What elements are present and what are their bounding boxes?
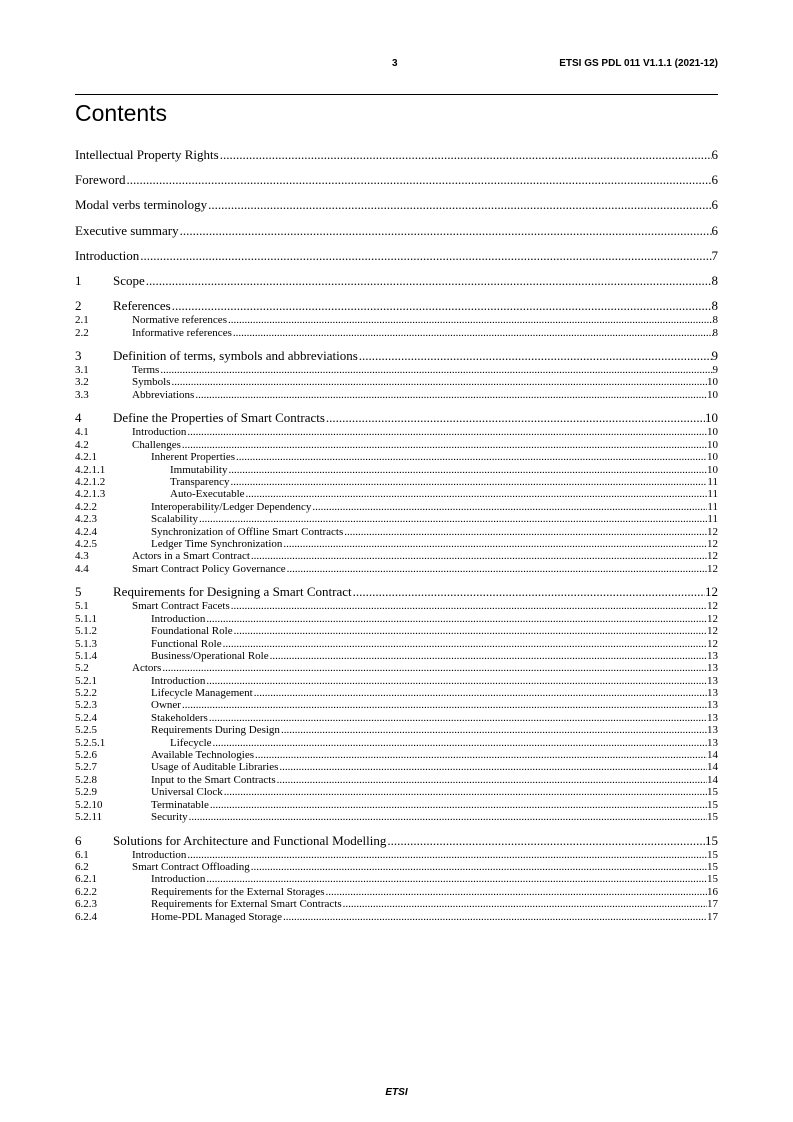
toc-entry-number: 5.2.2	[75, 687, 97, 700]
toc-dot-leader	[280, 724, 707, 736]
page-number: 3	[392, 58, 398, 69]
toc-entry-page: 16	[707, 885, 718, 898]
toc-entry-title: Foundational Role	[151, 625, 233, 638]
toc-entry-number: 5.2.1	[75, 674, 97, 687]
toc-entry[interactable]	[75, 584, 718, 600]
toc-entry[interactable]	[75, 223, 718, 239]
toc-entry[interactable]	[75, 625, 718, 637]
toc-entry-number: 2.2	[75, 326, 89, 339]
toc-entry-number: 4.2.1.2	[75, 476, 106, 489]
toc-entry[interactable]	[75, 538, 718, 550]
toc-entry-title: Foreword	[75, 172, 126, 188]
toc-entry[interactable]	[75, 451, 718, 463]
toc-entry-title: Universal Clock	[151, 786, 223, 799]
toc-entry[interactable]	[75, 911, 718, 923]
toc-entry[interactable]	[75, 786, 718, 798]
toc-entry-title: Smart Contract Policy Governance	[132, 562, 286, 575]
toc-dot-leader	[233, 625, 707, 637]
toc-entry-number: 3.1	[75, 364, 89, 377]
toc-entry[interactable]	[75, 513, 718, 525]
toc-entry[interactable]	[75, 197, 718, 213]
toc-entry-title: Introduction	[132, 848, 187, 861]
toc-dot-leader	[207, 197, 711, 213]
toc-entry[interactable]	[75, 861, 718, 873]
toc-dot-leader	[145, 273, 712, 289]
toc-entry-number: 3	[75, 348, 82, 364]
toc-entry[interactable]	[75, 873, 718, 885]
toc-entry-title: Usage of Auditable Libraries	[151, 761, 279, 774]
toc-entry-title: Introduction	[151, 674, 206, 687]
toc-entry-title: Owner	[151, 699, 181, 712]
toc-entry-page: 10	[707, 388, 718, 401]
toc-entry[interactable]	[75, 488, 718, 500]
toc-entry-page: 6	[711, 172, 718, 188]
toc-entry[interactable]	[75, 638, 718, 650]
toc-entry-title: Lifecycle	[170, 736, 212, 749]
toc-entry-page: 6	[711, 197, 718, 213]
toc-dot-leader	[161, 662, 707, 674]
toc-dot-leader	[205, 675, 707, 687]
toc-dot-leader	[209, 799, 707, 811]
toc-entry-number: 6.1	[75, 848, 89, 861]
toc-entry[interactable]	[75, 662, 718, 674]
toc-entry[interactable]	[75, 675, 718, 687]
toc-dot-leader	[278, 761, 707, 773]
toc-entry-number: 5.2.5.1	[75, 736, 106, 749]
toc-entry-title: Modal verbs terminology	[75, 197, 208, 213]
toc-entry-page: 12	[707, 612, 718, 625]
toc-entry-title: Terminatable	[151, 798, 209, 811]
toc-dot-leader	[212, 737, 707, 749]
toc-entry[interactable]	[75, 712, 718, 724]
toc-entry-title: Smart Contract Facets	[132, 600, 230, 613]
toc-entry-page: 15	[707, 848, 718, 861]
toc-entry-title: Requirements for the External Storages	[151, 885, 325, 898]
toc-entry-title: Solutions for Architecture and Functional Modelling	[113, 832, 387, 848]
toc-dot-leader	[286, 563, 707, 575]
toc-entry-page: 12	[707, 525, 718, 538]
toc-entry-number: 4.4	[75, 562, 89, 575]
toc-dot-leader	[245, 488, 708, 500]
toc-entry-number: 2.1	[75, 314, 89, 327]
toc-entry-page: 13	[707, 662, 718, 675]
toc-entry-title: Smart Contract Offloading	[132, 860, 250, 873]
document-id: ETSI GS PDL 011 V1.1.1 (2021-12)	[559, 58, 718, 69]
toc-entry-number: 3.2	[75, 376, 89, 389]
toc-entry-title: Requirements for Designing a Smart Contract	[113, 584, 352, 600]
toc-entry-page: 8	[711, 298, 718, 314]
toc-entry-title: Introduction	[151, 873, 206, 886]
toc-entry-title: Security	[151, 810, 188, 823]
toc-entry-page: 12	[707, 637, 718, 650]
toc-entry-number: 5.2	[75, 662, 89, 675]
toc-entry[interactable]	[75, 314, 718, 326]
toc-entry-number: 5.2.9	[75, 786, 97, 799]
toc-entry-page: 12	[707, 550, 718, 563]
toc-dot-leader	[223, 786, 707, 798]
toc-entry-title: Requirements for External Smart Contracts	[151, 898, 342, 911]
toc-dot-leader	[159, 364, 712, 376]
toc-dot-leader	[343, 526, 707, 538]
toc-entry-number: 4.2	[75, 438, 89, 451]
toc-entry[interactable]	[75, 426, 718, 438]
toc-entry[interactable]	[75, 550, 718, 562]
toc-entry-number: 6.2.1	[75, 873, 97, 886]
toc-dot-leader	[232, 327, 713, 339]
toc-dot-leader	[181, 439, 707, 451]
toc-entry-title: Executive summary	[75, 222, 179, 238]
toc-entry-page: 14	[707, 761, 718, 774]
toc-entry-page: 13	[707, 736, 718, 749]
toc-entry-title: Lifecycle Management	[151, 687, 253, 700]
toc-entry-title: Symbols	[132, 376, 171, 389]
toc-entry[interactable]	[75, 410, 718, 426]
toc-entry-number: 4.1	[75, 426, 89, 439]
toc-entry[interactable]	[75, 724, 718, 736]
toc-entry-title: Home-PDL Managed Storage	[151, 910, 282, 923]
toc-entry-title: Input to the Smart Contracts	[151, 773, 276, 786]
toc-entry-title: Actors in a Smart Contract	[132, 550, 250, 563]
toc-dot-leader	[222, 638, 707, 650]
toc-entry[interactable]	[75, 348, 718, 364]
toc-entry-number: 5.2.8	[75, 773, 97, 786]
toc-dot-leader	[227, 314, 713, 326]
toc-dot-leader	[269, 650, 707, 662]
toc-entry-number: 5.2.10	[75, 798, 103, 811]
toc-entry-page: 12	[707, 600, 718, 613]
toc-entry-page: 10	[707, 376, 718, 389]
toc-entry-page: 8	[711, 272, 718, 288]
toc-entry[interactable]	[75, 439, 718, 451]
toc-dot-leader	[188, 811, 707, 823]
toc-entry-title: Terms	[132, 364, 160, 377]
toc-entry-title: Introduction	[151, 612, 206, 625]
toc-dot-leader	[276, 774, 707, 786]
toc-entry[interactable]	[75, 526, 718, 538]
toc-entry-page: 15	[707, 810, 718, 823]
toc-dot-leader	[139, 248, 711, 264]
toc-entry-title: Auto-Executable	[170, 488, 245, 501]
toc-entry[interactable]	[75, 147, 718, 163]
toc-entry-page: 6	[711, 222, 718, 238]
toc-entry-page: 11	[707, 476, 718, 489]
toc-entry[interactable]	[75, 501, 718, 513]
toc-entry[interactable]	[75, 833, 718, 849]
toc-entry-number: 4.2.1.1	[75, 463, 106, 476]
toc-entry[interactable]	[75, 464, 718, 476]
toc-entry-title: Requirements During Design	[151, 724, 280, 737]
toc-dot-leader	[358, 348, 712, 364]
toc-entry-number: 5.2.3	[75, 699, 97, 712]
toc-entry-page: 11	[707, 513, 718, 526]
toc-dot-leader	[235, 451, 707, 463]
toc-entry[interactable]	[75, 476, 718, 488]
toc-entry-page: 13	[707, 711, 718, 724]
toc-entry[interactable]	[75, 849, 718, 861]
toc-dot-leader	[282, 538, 707, 550]
toc-entry[interactable]	[75, 298, 718, 314]
toc-entry-title: Functional Role	[151, 637, 222, 650]
toc-entry-number: 6	[75, 832, 82, 848]
toc-entry-page: 9	[712, 364, 718, 377]
toc-dot-leader	[205, 613, 707, 625]
toc-entry-page: 15	[707, 786, 718, 799]
toc-entry-number: 5.1.1	[75, 612, 97, 625]
toc-entry-title: Normative references	[132, 314, 227, 327]
table-of-contents	[75, 147, 718, 923]
toc-entry[interactable]	[75, 600, 718, 612]
toc-entry-number: 2	[75, 298, 82, 314]
toc-entry-title: Interoperability/Ledger Dependency	[151, 500, 312, 513]
toc-dot-leader	[198, 513, 707, 525]
toc-entry-number: 4.2.5	[75, 537, 97, 550]
toc-entry-number: 4.2.2	[75, 500, 97, 513]
toc-entry-page: 12	[707, 537, 718, 550]
toc-entry[interactable]	[75, 774, 718, 786]
toc-entry-number: 5.2.7	[75, 761, 97, 774]
toc-entry-title: Introduction	[75, 247, 140, 263]
toc-entry-title: Inherent Properties	[151, 451, 235, 464]
toc-dot-leader	[171, 376, 707, 388]
toc-entry-number: 5.2.4	[75, 711, 97, 724]
toc-entry[interactable]	[75, 799, 718, 811]
toc-entry[interactable]	[75, 737, 718, 749]
toc-entry-title: Transparency	[170, 476, 230, 489]
toc-dot-leader	[254, 749, 707, 761]
toc-entry[interactable]	[75, 898, 718, 910]
toc-entry-number: 6.2.2	[75, 885, 97, 898]
toc-dot-leader	[126, 172, 712, 188]
toc-entry-page: 15	[705, 832, 718, 848]
toc-entry-page: 10	[707, 426, 718, 439]
toc-dot-leader	[181, 699, 707, 711]
toc-entry-title: Available Technologies	[151, 749, 254, 762]
toc-entry-page: 12	[707, 562, 718, 575]
toc-entry-page: 10	[707, 438, 718, 451]
toc-dot-leader	[325, 410, 705, 426]
toc-entry-title: Informative references	[132, 326, 232, 339]
toc-entry-page: 15	[707, 798, 718, 811]
toc-entry-page: 8	[712, 326, 718, 339]
toc-entry-title: Definition of terms, symbols and abbreviations	[113, 348, 358, 364]
toc-entry-page: 13	[707, 674, 718, 687]
toc-entry[interactable]	[75, 687, 718, 699]
toc-entry-page: 17	[707, 910, 718, 923]
toc-entry[interactable]	[75, 811, 718, 823]
toc-entry-number: 6.2.4	[75, 910, 97, 923]
toc-entry[interactable]	[75, 613, 718, 625]
toc-entry-number: 5.1.4	[75, 649, 97, 662]
toc-entry-number: 4.2.1.3	[75, 488, 106, 501]
toc-entry[interactable]	[75, 749, 718, 761]
toc-entry-title: Define the Properties of Smart Contracts	[113, 410, 325, 426]
toc-entry-page: 11	[707, 500, 718, 513]
toc-entry-page: 17	[707, 898, 718, 911]
toc-entry-title: References	[113, 298, 171, 314]
toc-entry-number: 1	[75, 272, 82, 288]
toc-dot-leader	[186, 849, 707, 861]
toc-entry-page: 14	[707, 773, 718, 786]
toc-entry-title: Scalability	[151, 513, 199, 526]
page-title: Contents	[75, 100, 168, 126]
toc-entry-title: Introduction	[132, 426, 187, 439]
toc-entry-title: Abbreviations	[132, 388, 195, 401]
toc-dot-leader	[230, 600, 707, 612]
toc-entry-page: 10	[705, 410, 718, 426]
toc-entry-number: 4.2.1	[75, 451, 97, 464]
toc-entry-page: 15	[707, 873, 718, 886]
toc-entry-title: Synchronization of Offline Smart Contracts	[151, 525, 344, 538]
toc-entry[interactable]	[75, 699, 718, 711]
toc-entry-page: 13	[707, 724, 718, 737]
toc-entry-number: 5.2.11	[75, 810, 103, 823]
toc-entry-title: Immutability	[170, 463, 228, 476]
toc-entry-number: 5	[75, 584, 82, 600]
toc-dot-leader	[311, 501, 707, 513]
toc-entry-page: 9	[711, 348, 718, 364]
header-rule	[75, 94, 718, 95]
toc-dot-leader	[186, 426, 707, 438]
toc-entry-page: 11	[707, 488, 718, 501]
toc-dot-leader	[208, 712, 707, 724]
toc-entry-page: 12	[707, 625, 718, 638]
toc-entry-page: 14	[707, 749, 718, 762]
toc-entry-number: 4.2.3	[75, 513, 97, 526]
toc-entry-title: Ledger Time Synchronization	[151, 537, 283, 550]
toc-entry-number: 4	[75, 410, 82, 426]
toc-entry-page: 10	[707, 463, 718, 476]
toc-entry[interactable]	[75, 273, 718, 289]
toc-entry-number: 5.1.3	[75, 637, 97, 650]
toc-entry[interactable]	[75, 327, 718, 339]
toc-entry-number: 5.1	[75, 600, 89, 613]
toc-dot-leader	[179, 223, 712, 239]
toc-entry[interactable]	[75, 172, 718, 188]
toc-entry[interactable]	[75, 389, 718, 401]
toc-entry-number: 3.3	[75, 388, 89, 401]
toc-entry[interactable]	[75, 886, 718, 898]
toc-dot-leader	[386, 833, 705, 849]
toc-entry-title: Business/Operational Role	[151, 649, 269, 662]
toc-entry-page: 10	[707, 451, 718, 464]
toc-dot-leader	[219, 147, 712, 163]
toc-entry-title: Challenges	[132, 438, 181, 451]
toc-entry-title: Stakeholders	[151, 711, 208, 724]
toc-entry-page: 13	[707, 649, 718, 662]
toc-dot-leader	[352, 584, 705, 600]
toc-entry[interactable]	[75, 563, 718, 575]
toc-entry[interactable]	[75, 248, 718, 264]
toc-entry-page: 7	[711, 247, 718, 263]
toc-dot-leader	[325, 886, 707, 898]
toc-entry-number: 5.1.2	[75, 625, 97, 638]
toc-entry[interactable]	[75, 650, 718, 662]
toc-entry-page: 15	[707, 860, 718, 873]
toc-entry[interactable]	[75, 376, 718, 388]
toc-entry-page: 13	[707, 699, 718, 712]
toc-dot-leader	[342, 898, 707, 910]
toc-dot-leader	[194, 389, 707, 401]
toc-dot-leader	[250, 550, 707, 562]
toc-entry-page: 8	[712, 314, 718, 327]
toc-dot-leader	[250, 861, 707, 873]
toc-entry-page: 6	[711, 147, 718, 162]
footer-publisher: ETSI	[385, 1087, 408, 1098]
toc-entry-title: Scope	[113, 272, 145, 288]
toc-entry[interactable]	[75, 364, 718, 376]
toc-entry-number: 6.2.3	[75, 898, 97, 911]
toc-entry-title: Intellectual Property Rights	[75, 147, 219, 162]
toc-entry[interactable]	[75, 761, 718, 773]
toc-dot-leader	[253, 687, 707, 699]
toc-dot-leader	[282, 911, 707, 923]
toc-entry-number: 4.3	[75, 550, 89, 563]
toc-dot-leader	[227, 464, 707, 476]
toc-entry-page: 12	[705, 584, 718, 600]
toc-entry-number: 5.2.5	[75, 724, 97, 737]
toc-entry-number: 6.2	[75, 860, 89, 873]
toc-dot-leader	[205, 873, 707, 885]
toc-entry-page: 13	[707, 687, 718, 700]
toc-dot-leader	[229, 476, 707, 488]
toc-entry-title: Actors	[132, 662, 162, 675]
toc-dot-leader	[171, 298, 712, 314]
toc-entry-number: 4.2.4	[75, 525, 97, 538]
toc-entry-number: 5.2.6	[75, 749, 97, 762]
